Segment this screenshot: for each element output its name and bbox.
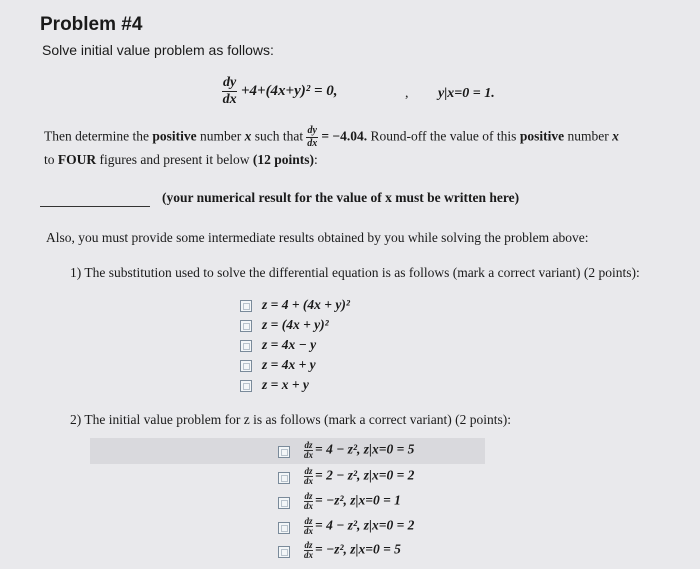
q2-option-3: $\frac{dz}{dx} = -z^2$, z|x=0 = 1 (304, 491, 401, 511)
problem-title: Problem #4 (40, 14, 143, 35)
q2-option-3-checkbox[interactable] (278, 497, 290, 509)
q1-option-1-checkbox[interactable] (240, 300, 252, 312)
q2-option-5-checkbox[interactable] (278, 546, 290, 558)
equation-rest: +4+(4x+y)² = 0, (240, 82, 338, 99)
q1-option-1: z = 4 + (4x + y)² (262, 297, 350, 312)
instruction-line-1: Then determine the positive number x such that $\frac{dy}{dx}$ = −4.04. Round-off the value of this positive number x (44, 125, 619, 149)
q1-option-5: z = x + y (262, 377, 309, 392)
answer-blank[interactable] (40, 206, 150, 207)
q1-option-4-checkbox[interactable] (240, 360, 252, 372)
q2-option-2-checkbox[interactable] (278, 472, 290, 484)
q2-option-5: $\frac{dz}{dx} = -z^2$, z|x=0 = 5 (304, 540, 401, 560)
q1-option-2-checkbox[interactable] (240, 320, 252, 332)
question-1-label: 1) The substitution used to solve the differential equation is as follows (mark a correct variant) (2 points): (70, 265, 640, 280)
dy-dx-small-fraction: $\frac{dy}{dx}$ (307, 125, 318, 149)
q1-option-3-checkbox[interactable] (240, 340, 252, 352)
q1-option-4: z = 4x + y (262, 357, 316, 372)
dy-dx-fraction: $\frac{dy}{dx}$ (222, 75, 237, 107)
equation-separator: , (405, 86, 409, 101)
initial-condition: y|x=0 = 1. (438, 86, 495, 101)
q1-option-5-checkbox[interactable] (240, 380, 252, 392)
problem-subtitle: Solve initial value problem as follows: (42, 42, 274, 58)
q1-option-3: z = 4x − y (262, 337, 317, 352)
q2-option-4: $\frac{dz}{dx} = 4 - z^2$, z|x=0 = 2 (304, 516, 415, 536)
main-equation (222, 76, 338, 107)
q2-option-2: $\frac{dz}{dx} = 2 - z^2$, z|x=0 = 2 (304, 466, 415, 486)
q2-option-1: $\frac{dz}{dx} = 4 - z^2$, z|x=0 = 5 (304, 440, 415, 460)
q1-option-2: z = (4x + y)² (262, 317, 329, 332)
q2-option-4-checkbox[interactable] (278, 522, 290, 534)
answer-prompt: (your numerical result for the value of x must be written here) (162, 190, 520, 205)
intermediate-note: Also, you must provide some intermediate results obtained by you while solving the problem above: (46, 230, 589, 245)
question-2-label: 2) The initial value problem for z is as follows (mark a correct variant) (2 points): (70, 412, 511, 427)
instruction-line-2: to FOUR figures and present it below (12 points): (44, 152, 318, 167)
q2-option-1-checkbox[interactable] (278, 446, 290, 458)
